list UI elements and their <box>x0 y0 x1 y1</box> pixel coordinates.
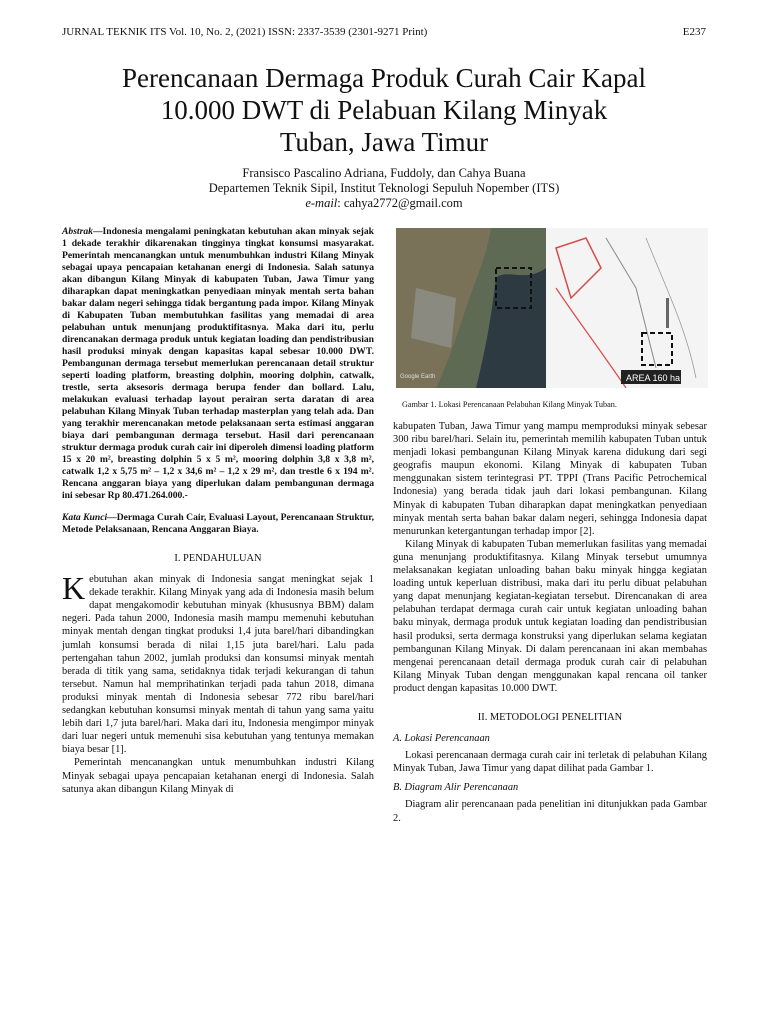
drop-cap: K <box>62 570 86 607</box>
title-line: 10.000 DWT di Pelabuan Kilang Minyak <box>160 95 608 125</box>
right-paragraph-2: Kilang Minyak di kabupaten Tuban memerlukan fasilitas yang memadai guna menunjang produktifitasnya. Kilang Minyak tersebut umumnya melaksanakan kegiatan unloading bahan baku minyak hingga kegiatan loading untuk keperluan distribusi, maka dari itu perlu dibuat pelabuhan yang dapat menunjang kegiatan-kegiatan tersebut. Direncanakan di area pelabuhan terdapat dermaga curah cair untuk kegiatan unloading bahan baku minyak, dermaga produk untuk kegiatan loading dan pendistribusian hasil produksi, serta dermaga konstruksi yang diperlukan selama kegiatan pembangunan Kilang Minyak. Di dalam perencanaan ini akan membahas mengenai perencanaan detail dermaga produk curah cair di pelabuhan Kilang Minyak Tuban dengan menggunakan kapal rencana oil tanker product dengan kapasitas 10.000 DWT. <box>393 538 707 694</box>
title-line: Tuban, Jawa Timur <box>279 127 489 157</box>
subsection-a-heading: A. Lokasi Perencanaan <box>393 733 490 745</box>
abstract-text: —Indonesia mengalami peningkatan kebutuhan akan minyak sejak 1 dekade terakhir dikarenakan tingginya tingkat konsumsi masyarakat. Pemerintah mencanangkan untuk menumbuhkan industri Kilang Minyak sebagai upaya pencapaian ketahanan energi di Indonesia. Salah satunya akan dibangun Kilang Minyak di kabupaten Tuban, Jawa Timur yang diharapkan dapat meningkatkan penyediaan minyak mentah serta bahan bakar dalam negeri sehingga tidak bergantung pada impor. Kilang Minyak di Kabupaten Tuban membutuhkan fasilitas yang memadai di area pelabuhan untuk menunjang produktifitasnya. Maka dari itu, perlu direncanakan dermaga produk untuk kegiatan loading dan pendistribusian hasil produksi minyak dengan kapasitas kapal sebesar 10.000 DWT. Pembangunan dermaga tersebut memerlukan perencanaan detail struktur seperti loading platform, breasting dolphin, mooring dolphin, catwalk, trestle, serta aksesoris dermaga berupa fender dan bollard. Lalu, melakukan evaluasi terhadap layout perairan serta daratan di area pelabuhan Kilang Minyak Tuban terhadap masterplan yang telah ada. Dan yang terakhir merencanakan metode pelaksanaan serta estimasi anggaran biaya dari pembangunan dermaga tersebut. Hasil dari perencanaan struktur dermaga produk curah cair ini diperoleh dimensi loading platform 15 x 20 m², breasting dolphin 5 x 5 m², mooring dolphin 3,8 x 3,8 m², catwalk 1,2 x 5,75 m² – 1,2 x 34,6 m² – 1,2 x 29 m², dan trestle 6 x 194 m². Rencana anggaran biaya yang diperlukan dalam pembangunan dermaga ini sebesar Rp 80.471.264.000.- <box>62 226 374 501</box>
satellite-image <box>396 228 546 388</box>
abstract <box>62 226 374 502</box>
subsection-a-text: Lokasi perencanaan dermaga curah cair ini terletak di pelabuhan Kilang Minyak Tuban, Jawa Timur yang dapat dilihat pada Gambar 1. <box>393 750 707 775</box>
page-number: E237 <box>682 26 706 38</box>
running-header <box>62 26 706 38</box>
area-label: AREA 160 ha <box>626 373 681 383</box>
right-paragraph-1: kabupaten Tuban, Jawa Timur yang mampu memproduksi minyak sebesar 300 ribu barel/hari. Selain itu, pemerintah memilih kabupaten Tuban untuk menjadi lokasi pembangunan Kilang Minyak karena didukung dari segi geografis maupun ekonomi. Kilang Minyak di kabupaten Tuban menggunakan sistem terintegrasi PT. TPPI (Trans Pacific Petrochemical Indonesia) yang berada tidak jauh dari lokasi pembangunan. Kilang Minyak di kabupaten Tuban diharapkan dapat meningkatkan penyediaan minyak mentah serta bahan bakar dalam negeri, sehingga Indonesia dapat menurunkan ketergantungan terhadap impor [2]. <box>393 421 707 537</box>
email-label: e-mail <box>305 196 338 210</box>
author-names: Fransisco Pascalino Adriana, Fuddoly, dan Cahya Buana <box>242 166 526 180</box>
keywords-text: —Dermaga Curah Cair, Evaluasi Layout, Perencanaan Struktur, Metode Pelaksanaan, Rencana Anggaran Biaya. <box>62 512 374 535</box>
intro-paragraph <box>62 570 374 756</box>
figure-location-map <box>396 228 708 388</box>
right-column <box>393 420 707 825</box>
subsection-b-heading: B. Diagram Alir Perencanaan <box>393 782 519 794</box>
intro-paragraph-2: Pemerintah mencanangkan untuk menumbuhkan industri Kilang Minyak sebagai upaya pencapaian ketahanan energi di Indonesia. Salah satunya akan dibangun Kilang Minyak di <box>62 757 374 795</box>
section-heading-2: II. METODOLOGI PENELITIAN <box>477 711 623 723</box>
subsection-b-text: Diagram alir perencanaan pada penelitian ini ditunjukkan pada Gambar 2. <box>393 799 707 824</box>
figure-caption: Gambar 1. Lokasi Perencanaan Pelabuhan Kilang Minyak Tuban. <box>402 400 617 409</box>
keywords <box>62 512 374 536</box>
title-line: Perencanaan Dermaga Produk Curah Cair Kapal <box>121 63 647 93</box>
left-column <box>62 226 374 796</box>
keywords-label: Kata Kunci <box>62 512 108 523</box>
author-affiliation: Departemen Teknik Sipil, Institut Teknologi Sepuluh Nopember (ITS) <box>208 181 560 195</box>
author-email: : cahya2772@gmail.com <box>337 196 463 210</box>
google-earth-label: Google Earth <box>400 374 436 380</box>
site-plan-map <box>546 228 708 388</box>
paper-title <box>40 62 728 158</box>
section-heading: I. PENDAHULUAN <box>174 553 262 564</box>
author-email-line <box>40 196 728 211</box>
intro-text: ebutuhan akan minyak di Indonesia sangat meningkat sejak 1 dekade terakhir. Kilang Minyak yang ada di Indonesia masih belum dapat mengakomodir kebutuhan minyak (khususnya BBM) dalam negeri. Pada tahun 2000, Indonesia masih mampu memenuhi kebutuhan minyak mentah dengan tingkat produksi 1,4 juta barel/hari dibandingkan jumlah konsumsi berada di nilai 1,15 juta barel/hari. Lalu pada pertengahan tahun 2002, jumlah produksi dan konsumsi minyak mentah berada di titik yang sama, setidaknya tidak terjadi kekurangan di tahun tersebut. Namun hal memprihatinkan terjadi pada tahun 2018, dimana produksi minyak mentah di Indonesia sebesar 772 ribu barel/hari sedangkan kebutuhan konsumsi minyak mentah di tahun yang sama yaitu lebih dari 1,7 juta barel/hari. Maka dari itu, Indonesia mengimpor minyak dari luar negeri untuk memenuhi sisa kebutuhan yang tentunya memakan biaya besar [1]. <box>62 574 374 756</box>
abstract-label: Abstrak <box>62 226 93 237</box>
journal-info: JURNAL TEKNIK ITS Vol. 10, No. 2, (2021) ISSN: 2337-3539 (2301-9271 Print) <box>62 26 428 38</box>
author-block <box>40 166 728 211</box>
